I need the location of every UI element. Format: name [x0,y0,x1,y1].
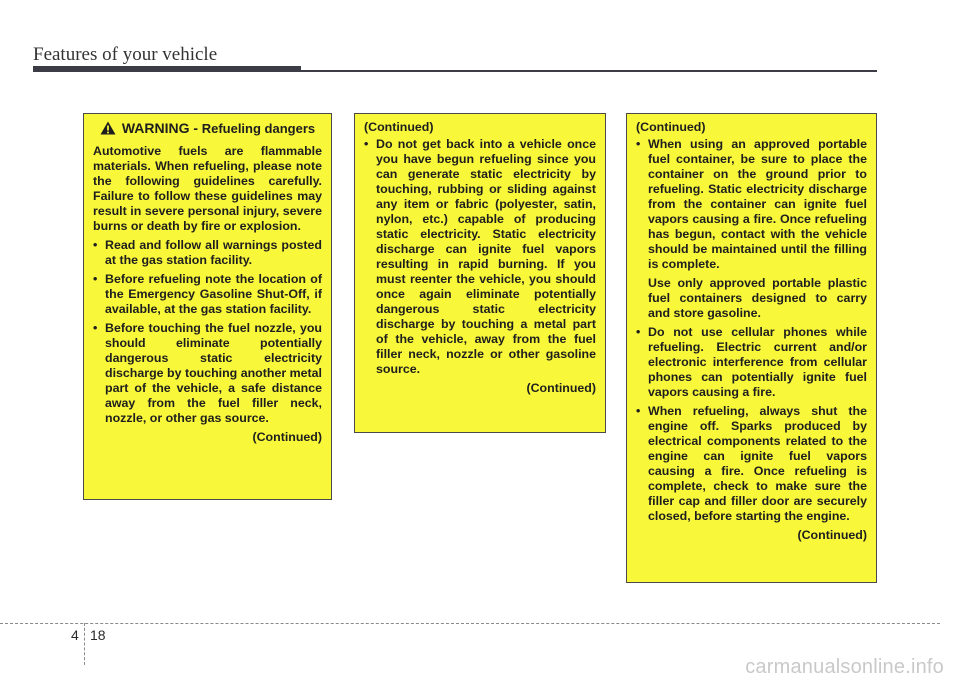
list-item: • Before refueling note the location of the Emergency Gasoline Shut-Off, if available, at the gas station facility. [93,272,322,317]
continued-label: (Continued) [797,528,867,542]
warning-box-refueling [83,113,332,500]
warning-list [93,238,322,426]
header-rule-thin [301,70,877,72]
list-item-text: When using an approved portable fuel container, be sure to place the container on the ground prior to refueling. Static electricity discharge from the container can ignite fuel vapors causing a fire. Once refueling has begun, contact with the vehicle should be maintained until the filling is complete. [648,137,867,271]
warning-list [636,137,867,524]
list-item: • Before touching the fuel nozzle, you should eliminate potentially dangerous static electricity discharge by touching another metal part of the vehicle, a safe distance away from the fuel filler neck, nozzle, or other gas source. [93,321,322,426]
continued-label: (Continued) [526,381,596,395]
footer-divider [84,623,85,665]
footer-page-number: 18 [90,627,106,643]
warning-topic: Refueling dangers [201,121,316,136]
watermark: carmanualsonline.info [745,656,944,678]
list-item [636,137,867,321]
warning-box-continued-1 [354,113,606,433]
warning-intro: Automotive fuels are flammable materials. When refueling, please note the following guidelines carefully. Failure to follow these guidelines may result in severe personal injury, severe burns or death by fire or explosion. [93,144,322,233]
footer-chapter-number: 4 [71,627,79,643]
continued-label: (Continued) [364,120,434,134]
list-item: • When refueling, always shut the engine off. Sparks produced by electrical components related to the engine can ignite fuel vapors causing a fire. Once refueling is complete, check to make sure the filler cap and filler door are securely closed, before starting the engine. [636,404,867,524]
warning-triangle-icon [100,121,116,135]
continued-label: (Continued) [252,430,322,444]
header-rule-dark [33,66,301,72]
warning-word: WARNING - [121,120,199,136]
list-item: • Do not get back into a vehicle once you have begun refueling since you can generate static electricity by touching, rubbing or sliding against any item or fabric (polyester, satin, nylon, etc.) capable of producing static electricity. Static electricity discharge can ignite fuel vapors resulting in rapid burning. If you must reenter the vehicle, you should once again eliminate potentially dangerous static electricity discharge by touching a metal part of the vehicle, away from the fuel filler neck, nozzle or other gasoline source. [364,137,596,377]
warning-list [364,137,596,377]
list-item: • Read and follow all warnings posted at the gas station facility. [93,238,322,268]
warning-title [93,121,322,136]
page-header-title: Features of your vehicle [33,44,218,65]
footer-rule [0,623,940,624]
continued-label: (Continued) [636,120,706,134]
list-item: • Do not use cellular phones while refueling. Electric current and/or electronic interference from cellular phones can potentially ignite fuel vapors causing a fire. [636,325,867,400]
warning-box-continued-2 [626,113,877,583]
list-item-extra: Use only approved portable plastic fuel containers designed to carry and store gasoline. [648,276,867,320]
